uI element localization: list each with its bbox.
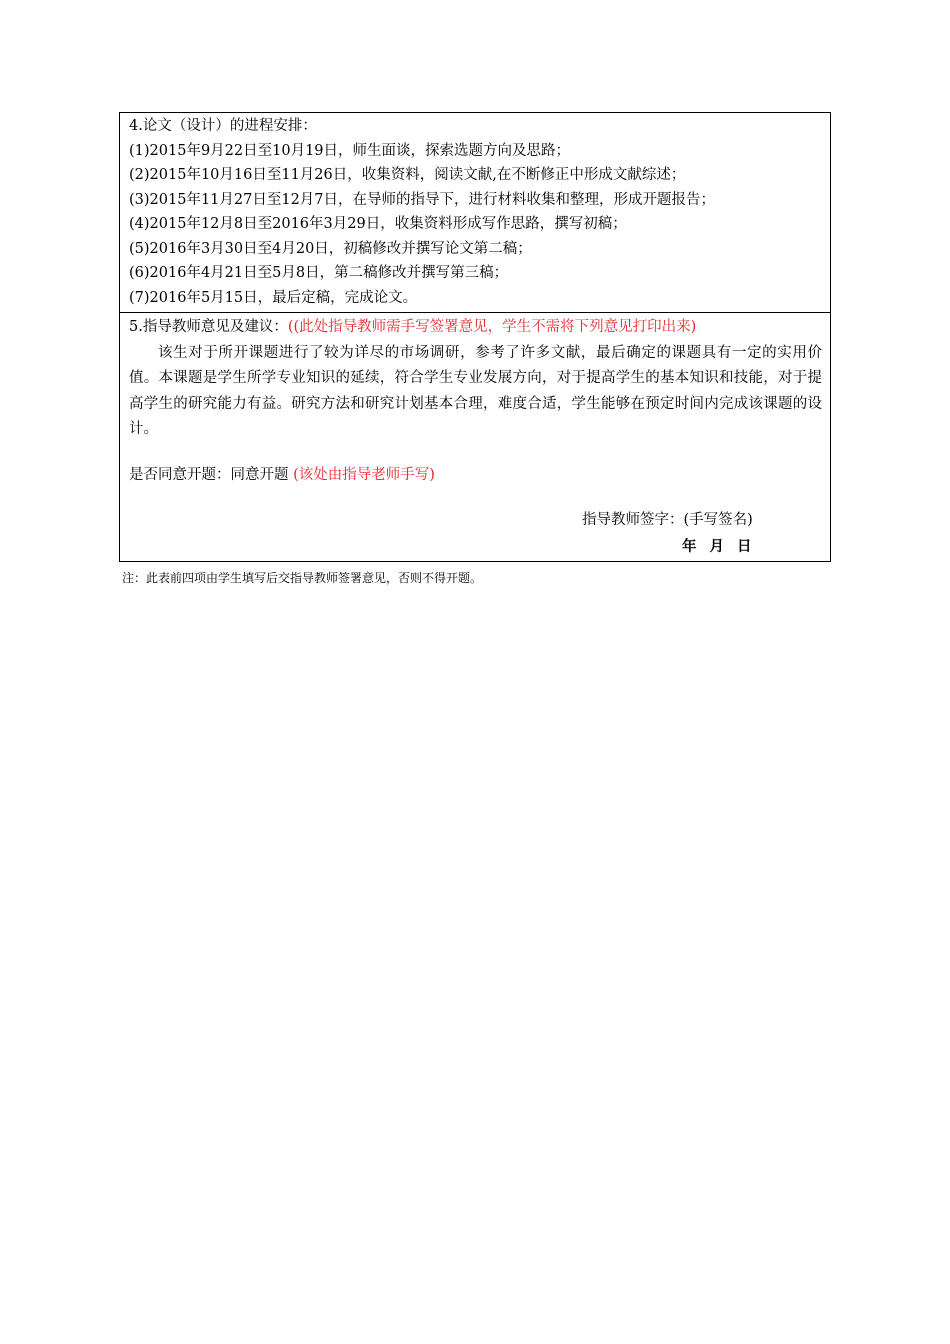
advisor-opinion-text: 该生对于所开课题进行了较为详尽的市场调研，参考了许多文献，最后确定的课题具有一定的实用价值。本课题是学生所学专业知识的延续，符合学生专业发展方向，对于提高学生的基本知识和技能，对于提高学生的研究能力有益。研究方法和研究计划基本合理，难度合适，学生能够在预定时间内完成该课题的设计。: [129, 344, 822, 437]
agree-value: 同意开题: [230, 466, 289, 483]
agree-note: (该处由指导老师手写): [293, 466, 435, 483]
opinion-heading-note: ((此处指导教师需手写签署意见，学生不需将下列意见打印出来): [287, 319, 697, 335]
date-year: 年: [682, 538, 697, 555]
footnote: 注：此表前四项由学生填写后交指导教师签署意见，否则不得开题。: [122, 571, 483, 585]
schedule-item: (1)2015年9月22日至10月19日，师生面谈，探索选题方向及思路；: [129, 142, 571, 159]
agree-line: [129, 463, 822, 489]
spacer: [129, 443, 822, 463]
agree-label: 是否同意开题：: [129, 466, 231, 483]
proposal-form-table: [119, 112, 831, 562]
date-month: 月: [709, 538, 724, 555]
schedule-item: (6)2016年4月21日至5月8日，第二稿修改并撰写第三稿；: [129, 265, 509, 281]
date-day: 日: [737, 538, 752, 555]
schedule-item: (2)2015年10月16日至11月26日，收集资料，阅读文献,在不断修正中形成文献综述；: [129, 167, 686, 183]
opinion-heading-label: 5.指导教师意见及建议：: [129, 319, 288, 335]
schedule-item: (4)2015年12月8日至2016年3月29日，收集资料形成写作思路，撰写初稿；: [129, 216, 627, 232]
schedule-item: (3)2015年11月27日至12月7日，在导师的指导下，进行材料收集和整理，形成开题报告；: [129, 191, 716, 208]
advisor-opinion-section: [120, 313, 830, 561]
schedule-item: (5)2016年3月30日至4月20日，初稿修改并撰写论文第二稿；: [129, 240, 532, 257]
signature-date: [682, 534, 765, 561]
schedule-item: (7)2016年5月15日，最后定稿，完成论文。: [129, 289, 418, 306]
advisor-signature-label: 指导教师签字：(手写签名): [582, 512, 753, 528]
schedule-section: [120, 113, 830, 313]
schedule-heading: 4.论文（设计）的进程安排：: [129, 118, 317, 134]
opinion-heading: [129, 315, 822, 341]
